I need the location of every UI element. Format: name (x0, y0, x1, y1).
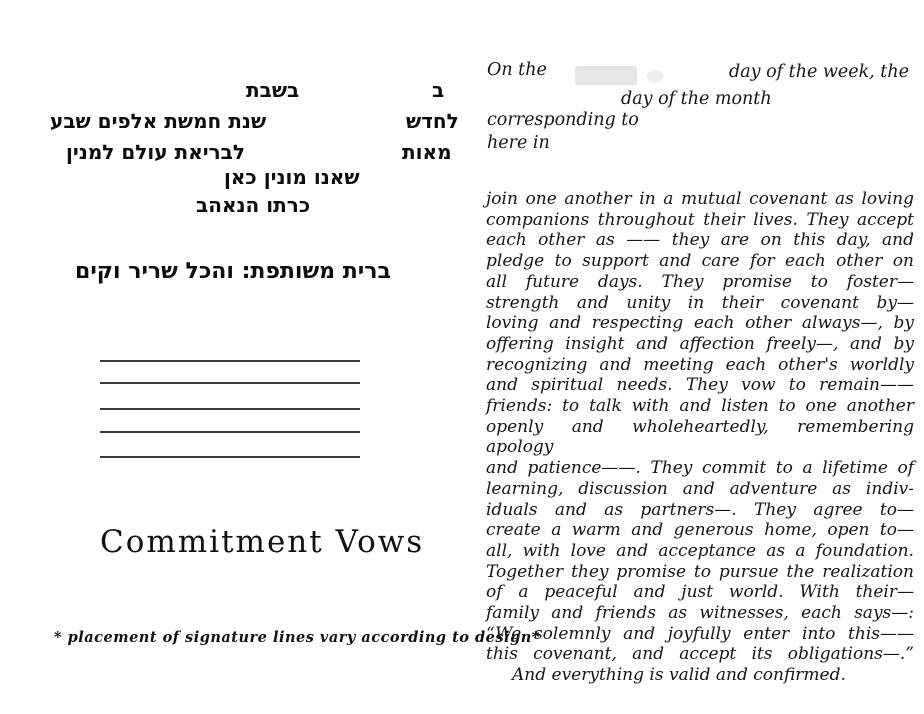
body-line: friends: to talk with and listen to one another (486, 396, 914, 417)
hebrew-line1-prefix: ב (432, 78, 445, 102)
body-line: of a peaceful and just world. With their— (486, 582, 914, 603)
body-line: create a warm and generous home, open to— (486, 520, 914, 541)
hebrew-line4-count-here: שאנו מונין כאן (224, 165, 360, 189)
erased-mark-smudge (647, 70, 663, 83)
header-on-the: On the (487, 60, 547, 80)
signature-line (100, 408, 360, 410)
body-line: offering insight and affection freely—, and by (486, 333, 914, 354)
body-line: this covenant, and accept its obligations—.” (486, 644, 914, 665)
erased-word-smudge (575, 66, 637, 85)
header-day-of-week: day of the week, the (729, 62, 909, 82)
signature-line (100, 431, 360, 433)
body-line: family and friends as witnesses, each says—: (486, 603, 914, 624)
body-line: strength and unity in their covenant by— (486, 292, 914, 313)
body-line: companions throughout their lives. They accept (486, 209, 914, 230)
body-line: “We solemnly and joyfully enter into this—— (486, 623, 914, 644)
body-line: loving and respecting each other always—, by (486, 313, 914, 334)
hebrew-line5-beloveds: כרתו הנאהב (196, 193, 311, 217)
hebrew-closing-brit: ברית משותפת: והכל שריר וקים (75, 259, 391, 284)
signature-line (100, 456, 360, 458)
body-line: join one another in a mutual covenant as loving (486, 189, 914, 209)
header-corresponding-to: corresponding to (487, 110, 639, 130)
body-line: all, with love and acceptance as a foundation. (486, 540, 914, 561)
body-line: openly and wholeheartedly, remembering apology (486, 416, 914, 458)
hebrew-line2-year: שנת חמשת אלפים שבע (50, 109, 267, 133)
body-line: learning, discussion and adventure as indiv- (486, 478, 914, 499)
body-line: and spiritual needs. They vow to remain—— (486, 375, 914, 396)
hebrew-line3-meot: מאות (402, 140, 452, 164)
body-line: iduals and as partners—. They agree to— (486, 499, 914, 520)
body-line: pledge to support and care for each other on (486, 251, 914, 272)
body-line: Together they promise to pursue the realization (486, 561, 914, 582)
body-line: recognizing and meeting each other's worldly (486, 354, 914, 375)
hebrew-line3-creation: לבריאת עולם למנין (66, 140, 245, 164)
body-line: each other as —— they are on this day, and (486, 230, 914, 251)
header-here-in: here in (487, 133, 550, 153)
page-title: Commitment Vows (100, 524, 425, 560)
hebrew-line2-lachodesh: לחדש (406, 109, 459, 133)
signature-line (100, 360, 360, 362)
signature-line (100, 382, 360, 384)
body-line-closing: And everything is valid and confirmed. (512, 665, 846, 686)
body-line: and patience——. They commit to a lifetime of (486, 458, 914, 479)
hebrew-line1-bshabbat: בשבת (246, 78, 300, 102)
header-day-of-month: day of the month (621, 89, 772, 109)
signature-placement-footnote: * placement of signature lines vary according to design* (54, 629, 540, 646)
body-line: all future days. They promise to foster— (486, 271, 914, 292)
covenant-body-text (486, 189, 914, 686)
